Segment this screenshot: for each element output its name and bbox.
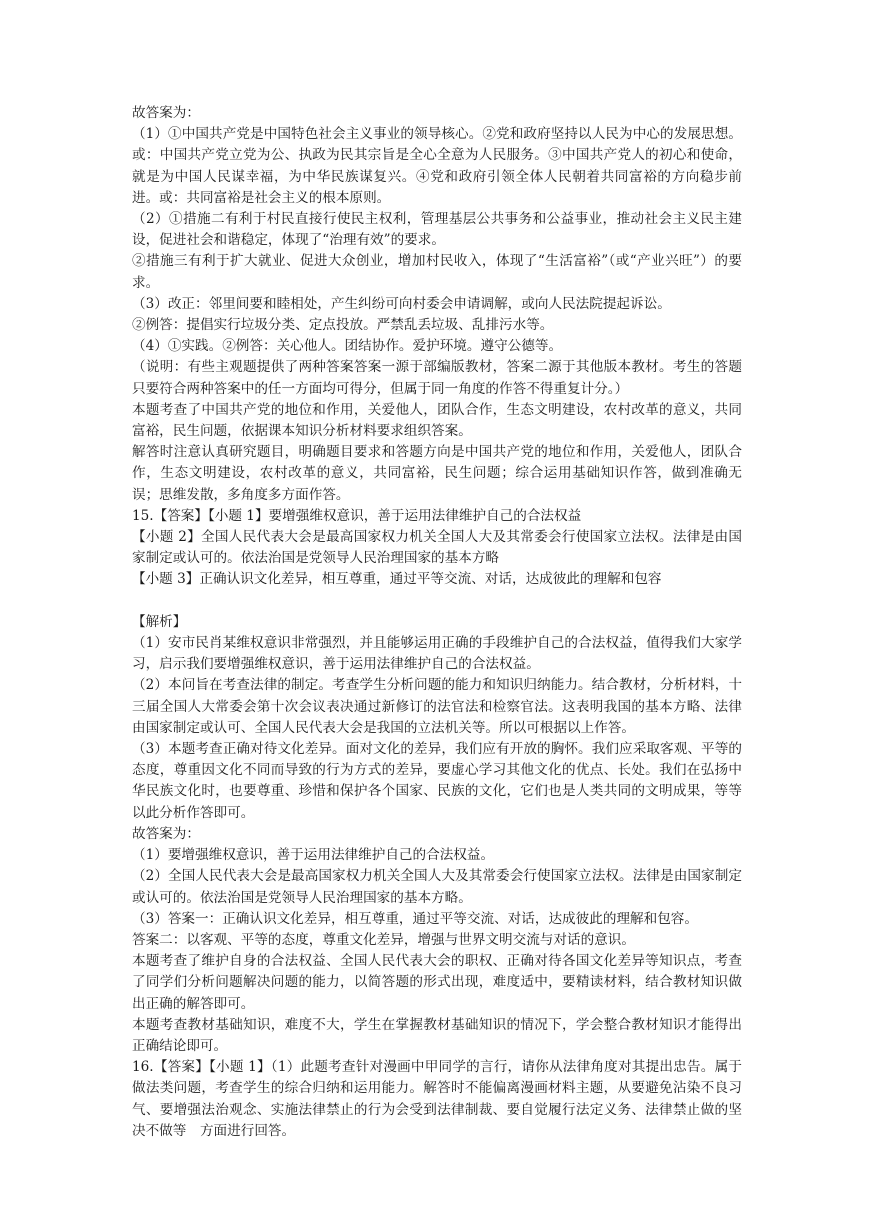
analysis-part-1: （1）安市民肖某维权意识非常强烈，并且能够运用正确的手段维护自己的合法权益，值得我们大家学习，启示我们要增强维权意识，善于运用法律维护自己的合法权益。 [132, 635, 742, 673]
solution-tip: 解答时注意认真研究题目，明确题目要求和答题方向是中国共产党的地位和作用，关爱他人，团队合作，生态文明建设，农村改革的意义，共同富裕，民生问题；综合运用基础知识作答，做到准确无误；思维发散，多角度多方面作答。 [132, 444, 742, 503]
answer-part-3: （3）改正：邻里间要和睦相处，产生纠纷可向村委会申请调解，或向人民法院提起诉讼。 [132, 295, 671, 312]
answer-part-2-b: ②措施三有利于扩大就业、促进大众创业，增加村民收入，体现了“生活富裕”（或“产业兴旺”）的要求。 [132, 253, 742, 291]
question-16-answer: 16.【答案】【小题 1】（1）此题考查针对漫画中甲同学的言行，请你从法律角度对其提出忠告。属于做法类问题，考查学生的综合归纳和运用能力。解答时不能偏离漫画材料主题，从要避免沾染不良习气、要增强法治观念、实施法律禁止的行为会受到法律制裁、要自觉履行法定义务、法律禁止做的坚决不做等 方面进行回答。 [132, 1059, 742, 1139]
final-answer-3: （3）答案一：正确认识文化差异，相互尊重，通过平等交流、对话，达成彼此的理解和包容。 [132, 910, 698, 927]
answer-note: （说明：有些主观题提供了两种答案答案一源于部编版教材，答案二源于其他版本教材。考生的答题只要符合两种答案中的任一方面均可得分，但属于同一角度的作答不得重复计分。） [132, 359, 742, 397]
blank-line [132, 591, 742, 612]
answer-part-3-b: ②例答：提倡实行垃圾分类、定点投放。严禁乱丢垃圾、乱排污水等。 [132, 317, 554, 334]
question-15-sub-2: 【小题 2】全国人民代表大会是最高国家权力机关全国人大及其常委会行使国家立法权。法律是由国家制定或认可的。依法治国是党领导人民治理国家的基本方略 [132, 529, 742, 567]
summary-tip: 本题考查教材基础知识，难度不大，学生在掌握教材基础知识的情况下，学会整合教材知识才能得出正确结论即可。 [132, 1016, 742, 1054]
analysis-part-2: （2）本问旨在考查法律的制定。考查学生分析问题的能力和知识归纳能力。结合教材，分析材料，十三届全国人大常委会第十次会议表决通过新修订的法官法和检察官法。这表明我国的基本方略、法律由国家制定或认可、全国人民代表大会是我国的立法机关等。所以可根据以上作答。 [132, 677, 742, 736]
question-15-answer: 15.【答案】【小题 1】要增强维权意识，善于运用法律维护自己的合法权益 [132, 507, 582, 524]
analysis-heading: 【解析】 [132, 613, 187, 630]
analysis-paragraph: 本题考查了中国共产党的地位和作用，关爱他人，团队合作，生态文明建设，农村改革的意义，共同富裕，民生问题，依据课本知识分析材料要求组织答案。 [132, 401, 742, 440]
final-answer-2: （2）全国人民代表大会是最高国家权力机关全国人大及其常委会行使国家立法权。法律是由国家制定或认可的。依法治国是党领导人民治理国家的基本方略。 [132, 868, 742, 906]
answer-part-4: （4）①实践。②例答：关心他人。团结协作。爱护环境。遵守公德等。 [132, 338, 563, 355]
summary-paragraph: 本题考查了维护自身的合法权益、全国人民代表大会的职权、正确对待各国文化差异等知识点，考查了同学们分析问题解决问题的能力，以简答题的形式出现，难度适中，要精读材料，结合教材知识做出正确的解答即可。 [132, 953, 742, 1012]
analysis-part-3: （3）本题考查正确对待文化差异。面对文化的差异，我们应有开放的胸怀。我们应采取客观、平等的态度，尊重因文化不同而导致的行为方式的差异，要虚心学习其他文化的优点、长处。我们在弘扬中华民族文化时，也要尊重、珍惜和保护各个国家、民族的文化，它们也是人类共同的文明成果，等等以此分析作答即可。 [132, 741, 742, 821]
final-answer-3-alt: 答案二：以客观、平等的态度，尊重文化差异，增强与世界文明交流与对话的意识。 [132, 931, 635, 948]
answer-heading-2: 故答案为： [132, 825, 200, 842]
answer-heading: 故答案为： [132, 105, 200, 121]
final-answer-1: （1）要增强维权意识，善于运用法律维护自己的合法权益。 [132, 847, 495, 864]
answer-part-1: （1）①中国共产党是中国特色社会主义事业的领导核心。②党和政府坚持以人民为中心的发展思想。或：中国共产党立党为公、执政为民其宗旨是全心全意为人民服务。③中国共产党人的初心和使命，就是为中国人民谋幸福，为中华民族谋复兴。④党和政府引领全体人民朝着共同富裕的方向稳步前进。或：共同富裕是社会主义的根本原则。 [132, 126, 742, 206]
answer-part-2: （2）①措施二有利于村民直接行使民主权利，管理基层公共事务和公益事业，推动社会主义民主建设，促进社会和谐稳定，体现了“治理有效”的要求。 [132, 211, 742, 249]
question-15-sub-3: 【小题 3】正确认识文化差异，相互尊重，通过平等交流、对话，达成彼此的理解和包容 [132, 571, 662, 588]
document-page [132, 103, 742, 1142]
